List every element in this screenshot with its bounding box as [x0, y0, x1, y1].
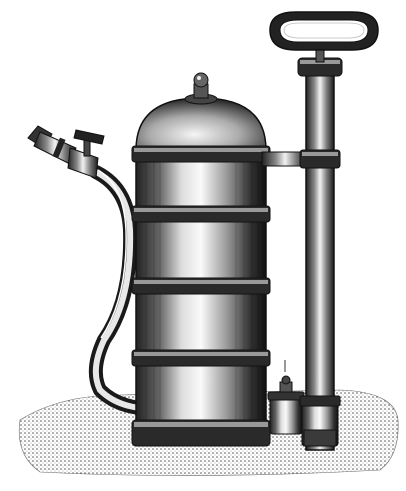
pump-barrel: [306, 70, 334, 450]
pump-handle: [270, 12, 378, 50]
nozzle-assembly: [28, 126, 104, 178]
valve-body: [68, 148, 98, 178]
tank-cylinder: [136, 150, 266, 440]
dome-knob: [194, 73, 208, 87]
small-cup: [268, 360, 304, 434]
tank-dome: [136, 98, 266, 150]
